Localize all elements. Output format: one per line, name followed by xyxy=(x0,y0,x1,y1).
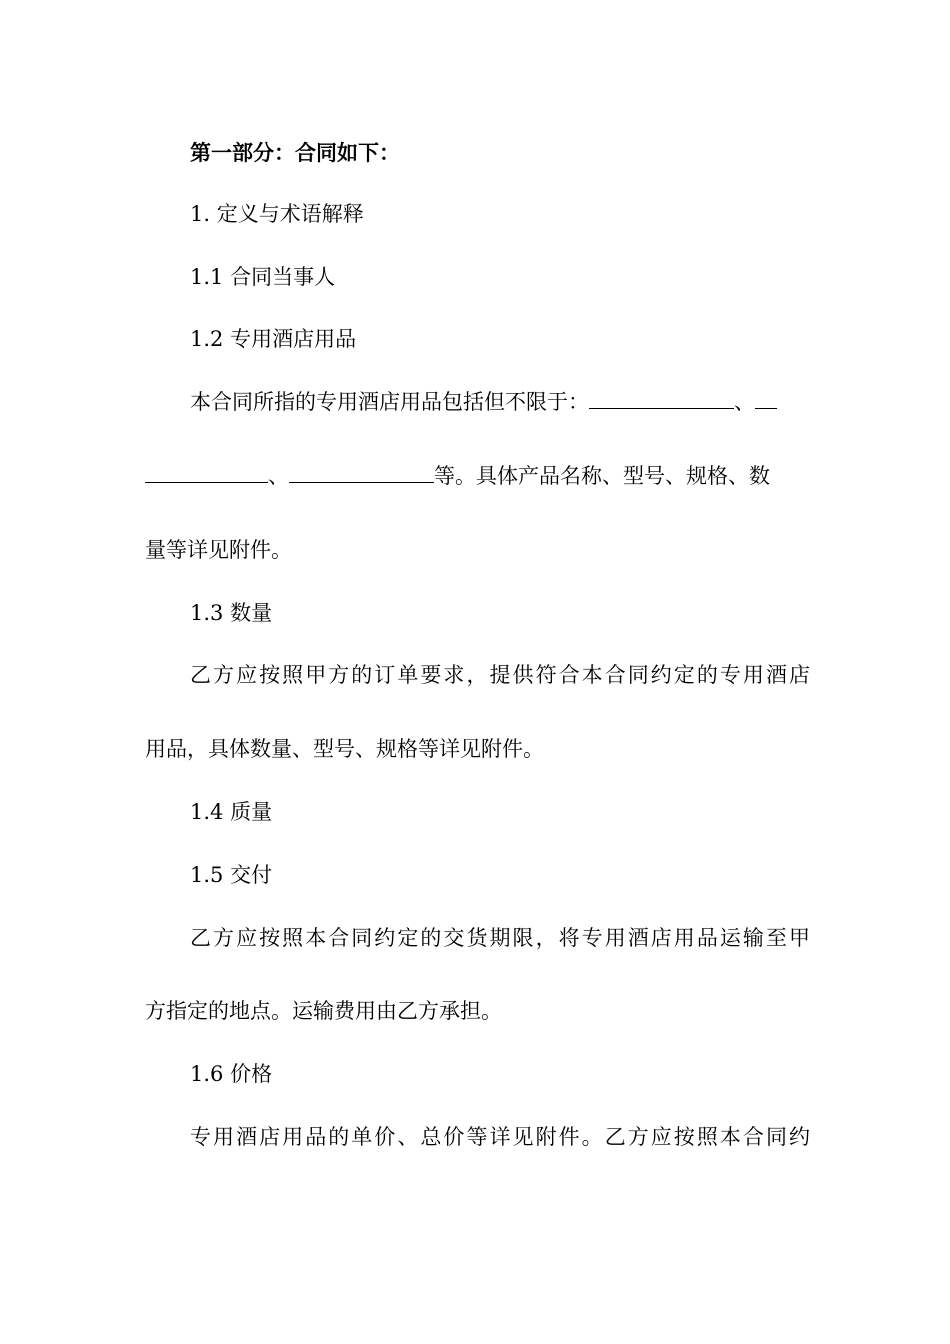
fill-in-blank[interactable] xyxy=(755,388,777,409)
section-1-title: 1. 定义与术语解释 xyxy=(190,202,364,226)
part-heading: 第一部分：合同如下： xyxy=(190,140,400,165)
separator: 、 xyxy=(734,390,755,414)
paragraph-3-line-1: 乙方应按照本合同约定的交货期限，将专用酒店用品运输至甲 xyxy=(190,926,810,950)
paragraph-2-line-1: 乙方应按照甲方的订单要求，提供符合本合同约定的专用酒店 xyxy=(190,663,810,687)
section-1-3-title: 1.3 数量 xyxy=(190,601,273,625)
paragraph-4-line-1: 专用酒店用品的单价、总价等详见附件。乙方应按照本合同约 xyxy=(190,1125,810,1149)
section-1-2-title: 1.2 专用酒店用品 xyxy=(190,327,357,351)
section-1-5-title: 1.5 交付 xyxy=(190,863,273,887)
fill-in-blank[interactable] xyxy=(589,388,734,409)
fill-in-blank[interactable] xyxy=(145,462,268,483)
paragraph-1-line-2 xyxy=(145,461,810,491)
paragraph-1-line-1 xyxy=(190,387,810,417)
paragraph-2-line-2: 用品，具体数量、型号、规格等详见附件。 xyxy=(145,737,544,761)
paragraph-text: 等。具体产品名称、型号、规格、数 xyxy=(434,464,770,488)
section-1-4-title: 1.4 质量 xyxy=(190,800,273,824)
section-1-6-title: 1.6 价格 xyxy=(190,1062,273,1086)
section-1-1-title: 1.1 合同当事人 xyxy=(190,265,336,289)
separator: 、 xyxy=(268,464,289,488)
paragraph-3-line-2: 方指定的地点。运输费用由乙方承担。 xyxy=(145,999,502,1023)
fill-in-blank[interactable] xyxy=(289,462,434,483)
paragraph-text: 本合同所指的专用酒店用品包括但不限于： xyxy=(190,390,589,414)
paragraph-1-line-3: 量等详见附件。 xyxy=(145,538,292,562)
